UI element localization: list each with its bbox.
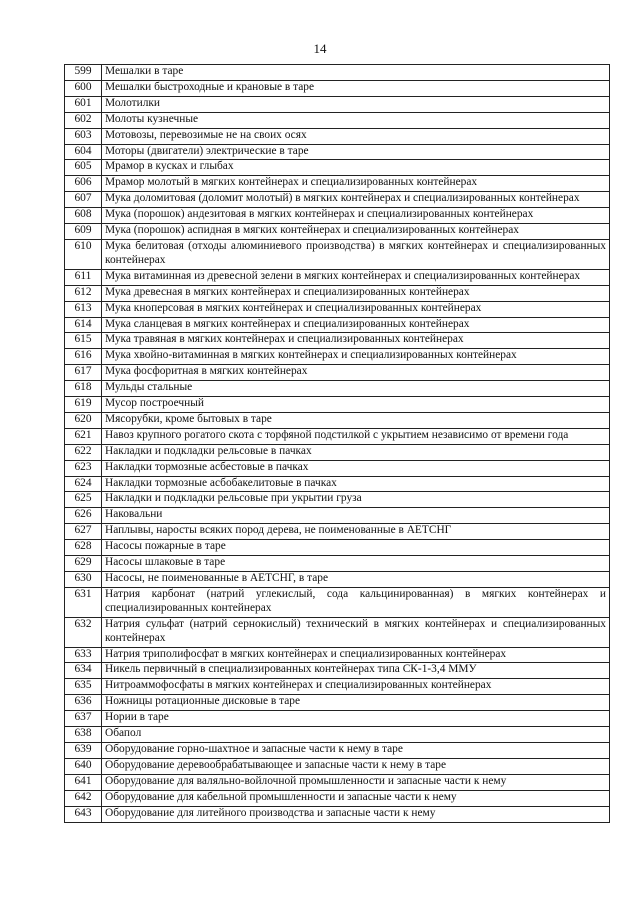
table-row (65, 476, 610, 492)
table-row (65, 80, 610, 96)
table-row (65, 160, 610, 176)
cargo-name: Мрамор в кусках и глыбах (102, 160, 610, 176)
cargo-name: Молотилки (102, 96, 610, 112)
row-number: 636 (65, 695, 102, 711)
cargo-name: Мешалки быстроходные и крановые в таре (102, 80, 610, 96)
row-number: 617 (65, 365, 102, 381)
row-number: 625 (65, 492, 102, 508)
row-number: 606 (65, 176, 102, 192)
cargo-name: Насосы пожарные в таре (102, 540, 610, 556)
table-row (65, 301, 610, 317)
table-row (65, 224, 610, 240)
row-number: 599 (65, 65, 102, 81)
cargo-name: Насосы шлаковые в таре (102, 556, 610, 572)
table-row (65, 790, 610, 806)
table-row (65, 460, 610, 476)
table-row (65, 144, 610, 160)
table-row (65, 806, 610, 822)
row-number: 603 (65, 128, 102, 144)
cargo-name: Накладки и подкладки рельсовые при укрытии груза (102, 492, 610, 508)
table-row (65, 365, 610, 381)
table-row (65, 492, 610, 508)
row-number: 607 (65, 192, 102, 208)
row-number: 605 (65, 160, 102, 176)
page-number: 14 (313, 41, 327, 56)
cargo-name: Натрия сульфат (натрий сернокислый) технический в мягких контейнерах и специализированных контейнерах (102, 617, 610, 647)
cargo-name: Мешалки в таре (102, 65, 610, 81)
cargo-name: Мука древесная в мягких контейнерах и специализированных контейнерах (102, 285, 610, 301)
cargo-name: Оборудование для кабельной промышленности и запасные части к нему (102, 790, 610, 806)
cargo-name: Оборудование горно-шахтное и запасные части к нему в таре (102, 742, 610, 758)
cargo-name: Ножницы ротационные дисковые в таре (102, 695, 610, 711)
cargo-name: Мотовозы, перевозимые не на своих осях (102, 128, 610, 144)
cargo-name: Мясорубки, кроме бытовых в таре (102, 412, 610, 428)
table-row (65, 663, 610, 679)
cargo-list-body (65, 65, 610, 823)
table-row (65, 128, 610, 144)
cargo-name: Мульды стальные (102, 381, 610, 397)
row-number: 600 (65, 80, 102, 96)
row-number: 612 (65, 285, 102, 301)
row-number: 633 (65, 647, 102, 663)
cargo-name: Мука сланцевая в мягких контейнерах и специализированных контейнерах (102, 317, 610, 333)
cargo-name: Оборудование для литейного производства и запасные части к нему (102, 806, 610, 822)
row-number: 608 (65, 208, 102, 224)
table-row (65, 96, 610, 112)
cargo-name: Мука (порошок) аспидная в мягких контейнерах и специализированных контейнерах (102, 224, 610, 240)
row-number: 628 (65, 540, 102, 556)
row-number: 632 (65, 617, 102, 647)
table-row (65, 774, 610, 790)
cargo-list-table (64, 64, 610, 823)
table-row (65, 381, 610, 397)
cargo-name: Никель первичный в специализированных контейнерах типа СК-1-3,4 ММУ (102, 663, 610, 679)
table-row (65, 540, 610, 556)
table-row (65, 742, 610, 758)
cargo-name: Мука белитовая (отходы алюминиевого производства) в мягких контейнерах и специализированных контейнерах (102, 239, 610, 269)
table-row (65, 192, 610, 208)
row-number: 635 (65, 679, 102, 695)
cargo-name: Мука кноперсовая в мягких контейнерах и специализированных контейнерах (102, 301, 610, 317)
table-row (65, 524, 610, 540)
cargo-name: Натрия карбонат (натрий углекислый, сода кальцинированная) в мягких контейнерах и специализированных контейнерах (102, 587, 610, 617)
cargo-name: Мука витаминная из древесной зелени в мягких контейнерах и специализированных контейнерах (102, 269, 610, 285)
row-number: 637 (65, 711, 102, 727)
table-row (65, 444, 610, 460)
table-row (65, 617, 610, 647)
row-number: 604 (65, 144, 102, 160)
table-row (65, 412, 610, 428)
cargo-name: Мрамор молотый в мягких контейнерах и специализированных контейнерах (102, 176, 610, 192)
cargo-name: Оборудование для валяльно-войлочной промышленности и запасные части к нему (102, 774, 610, 790)
row-number: 634 (65, 663, 102, 679)
row-number: 643 (65, 806, 102, 822)
row-number: 611 (65, 269, 102, 285)
table-row (65, 269, 610, 285)
table-row (65, 285, 610, 301)
cargo-name: Нитроаммофосфаты в мягких контейнерах и специализированных контейнерах (102, 679, 610, 695)
table-row (65, 317, 610, 333)
cargo-name: Накладки тормозные асбобакелитовые в пачках (102, 476, 610, 492)
table-row (65, 727, 610, 743)
row-number: 620 (65, 412, 102, 428)
table-row (65, 758, 610, 774)
cargo-name: Насосы, не поименованные в АЕТСНГ, в таре (102, 572, 610, 588)
row-number: 601 (65, 96, 102, 112)
cargo-name: Накладки тормозные асбестовые в пачках (102, 460, 610, 476)
cargo-name: Мука травяная в мягких контейнерах и специализированных контейнерах (102, 333, 610, 349)
row-number: 639 (65, 742, 102, 758)
table-row (65, 508, 610, 524)
row-number: 638 (65, 727, 102, 743)
cargo-name: Обапол (102, 727, 610, 743)
row-number: 610 (65, 239, 102, 269)
cargo-name: Натрия триполифосфат в мягких контейнерах и специализированных контейнерах (102, 647, 610, 663)
table-row (65, 208, 610, 224)
row-number: 624 (65, 476, 102, 492)
cargo-name: Оборудование деревообрабатывающее и запасные части к нему в таре (102, 758, 610, 774)
row-number: 615 (65, 333, 102, 349)
cargo-name: Навоз крупного рогатого скота с торфяной подстилкой с укрытием независимо от времени года (102, 428, 610, 444)
table-row (65, 647, 610, 663)
cargo-name: Мука (порошок) андезитовая в мягких контейнерах и специализированных контейнерах (102, 208, 610, 224)
row-number: 642 (65, 790, 102, 806)
row-number: 627 (65, 524, 102, 540)
cargo-name: Наковальни (102, 508, 610, 524)
cargo-name: Мука фосфоритная в мягких контейнерах (102, 365, 610, 381)
row-number: 622 (65, 444, 102, 460)
table-row (65, 349, 610, 365)
table-row (65, 333, 610, 349)
cargo-name: Мука хвойно-витаминная в мягких контейнерах и специализированных контейнерах (102, 349, 610, 365)
table-row (65, 176, 610, 192)
cargo-name: Мусор построечный (102, 397, 610, 413)
table-row (65, 65, 610, 81)
cargo-name: Моторы (двигатели) электрические в таре (102, 144, 610, 160)
cargo-name: Мука доломитовая (доломит молотый) в мягких контейнерах и специализированных контейнерах (102, 192, 610, 208)
row-number: 641 (65, 774, 102, 790)
cargo-name: Накладки и подкладки рельсовые в пачках (102, 444, 610, 460)
row-number: 602 (65, 112, 102, 128)
cargo-name: Молоты кузнечные (102, 112, 610, 128)
table-row (65, 239, 610, 269)
table-row (65, 397, 610, 413)
table-row (65, 695, 610, 711)
row-number: 631 (65, 587, 102, 617)
cargo-name: Наплывы, наросты всяких пород дерева, не поименованные в АЕТСНГ (102, 524, 610, 540)
row-number: 614 (65, 317, 102, 333)
row-number: 618 (65, 381, 102, 397)
table-row (65, 587, 610, 617)
row-number: 619 (65, 397, 102, 413)
table-row (65, 428, 610, 444)
cargo-name: Нории в таре (102, 711, 610, 727)
table-row (65, 572, 610, 588)
row-number: 616 (65, 349, 102, 365)
row-number: 609 (65, 224, 102, 240)
row-number: 640 (65, 758, 102, 774)
table-row (65, 679, 610, 695)
row-number: 629 (65, 556, 102, 572)
table-row (65, 112, 610, 128)
row-number: 613 (65, 301, 102, 317)
table-row (65, 556, 610, 572)
row-number: 630 (65, 572, 102, 588)
table-row (65, 711, 610, 727)
row-number: 623 (65, 460, 102, 476)
row-number: 621 (65, 428, 102, 444)
row-number: 626 (65, 508, 102, 524)
